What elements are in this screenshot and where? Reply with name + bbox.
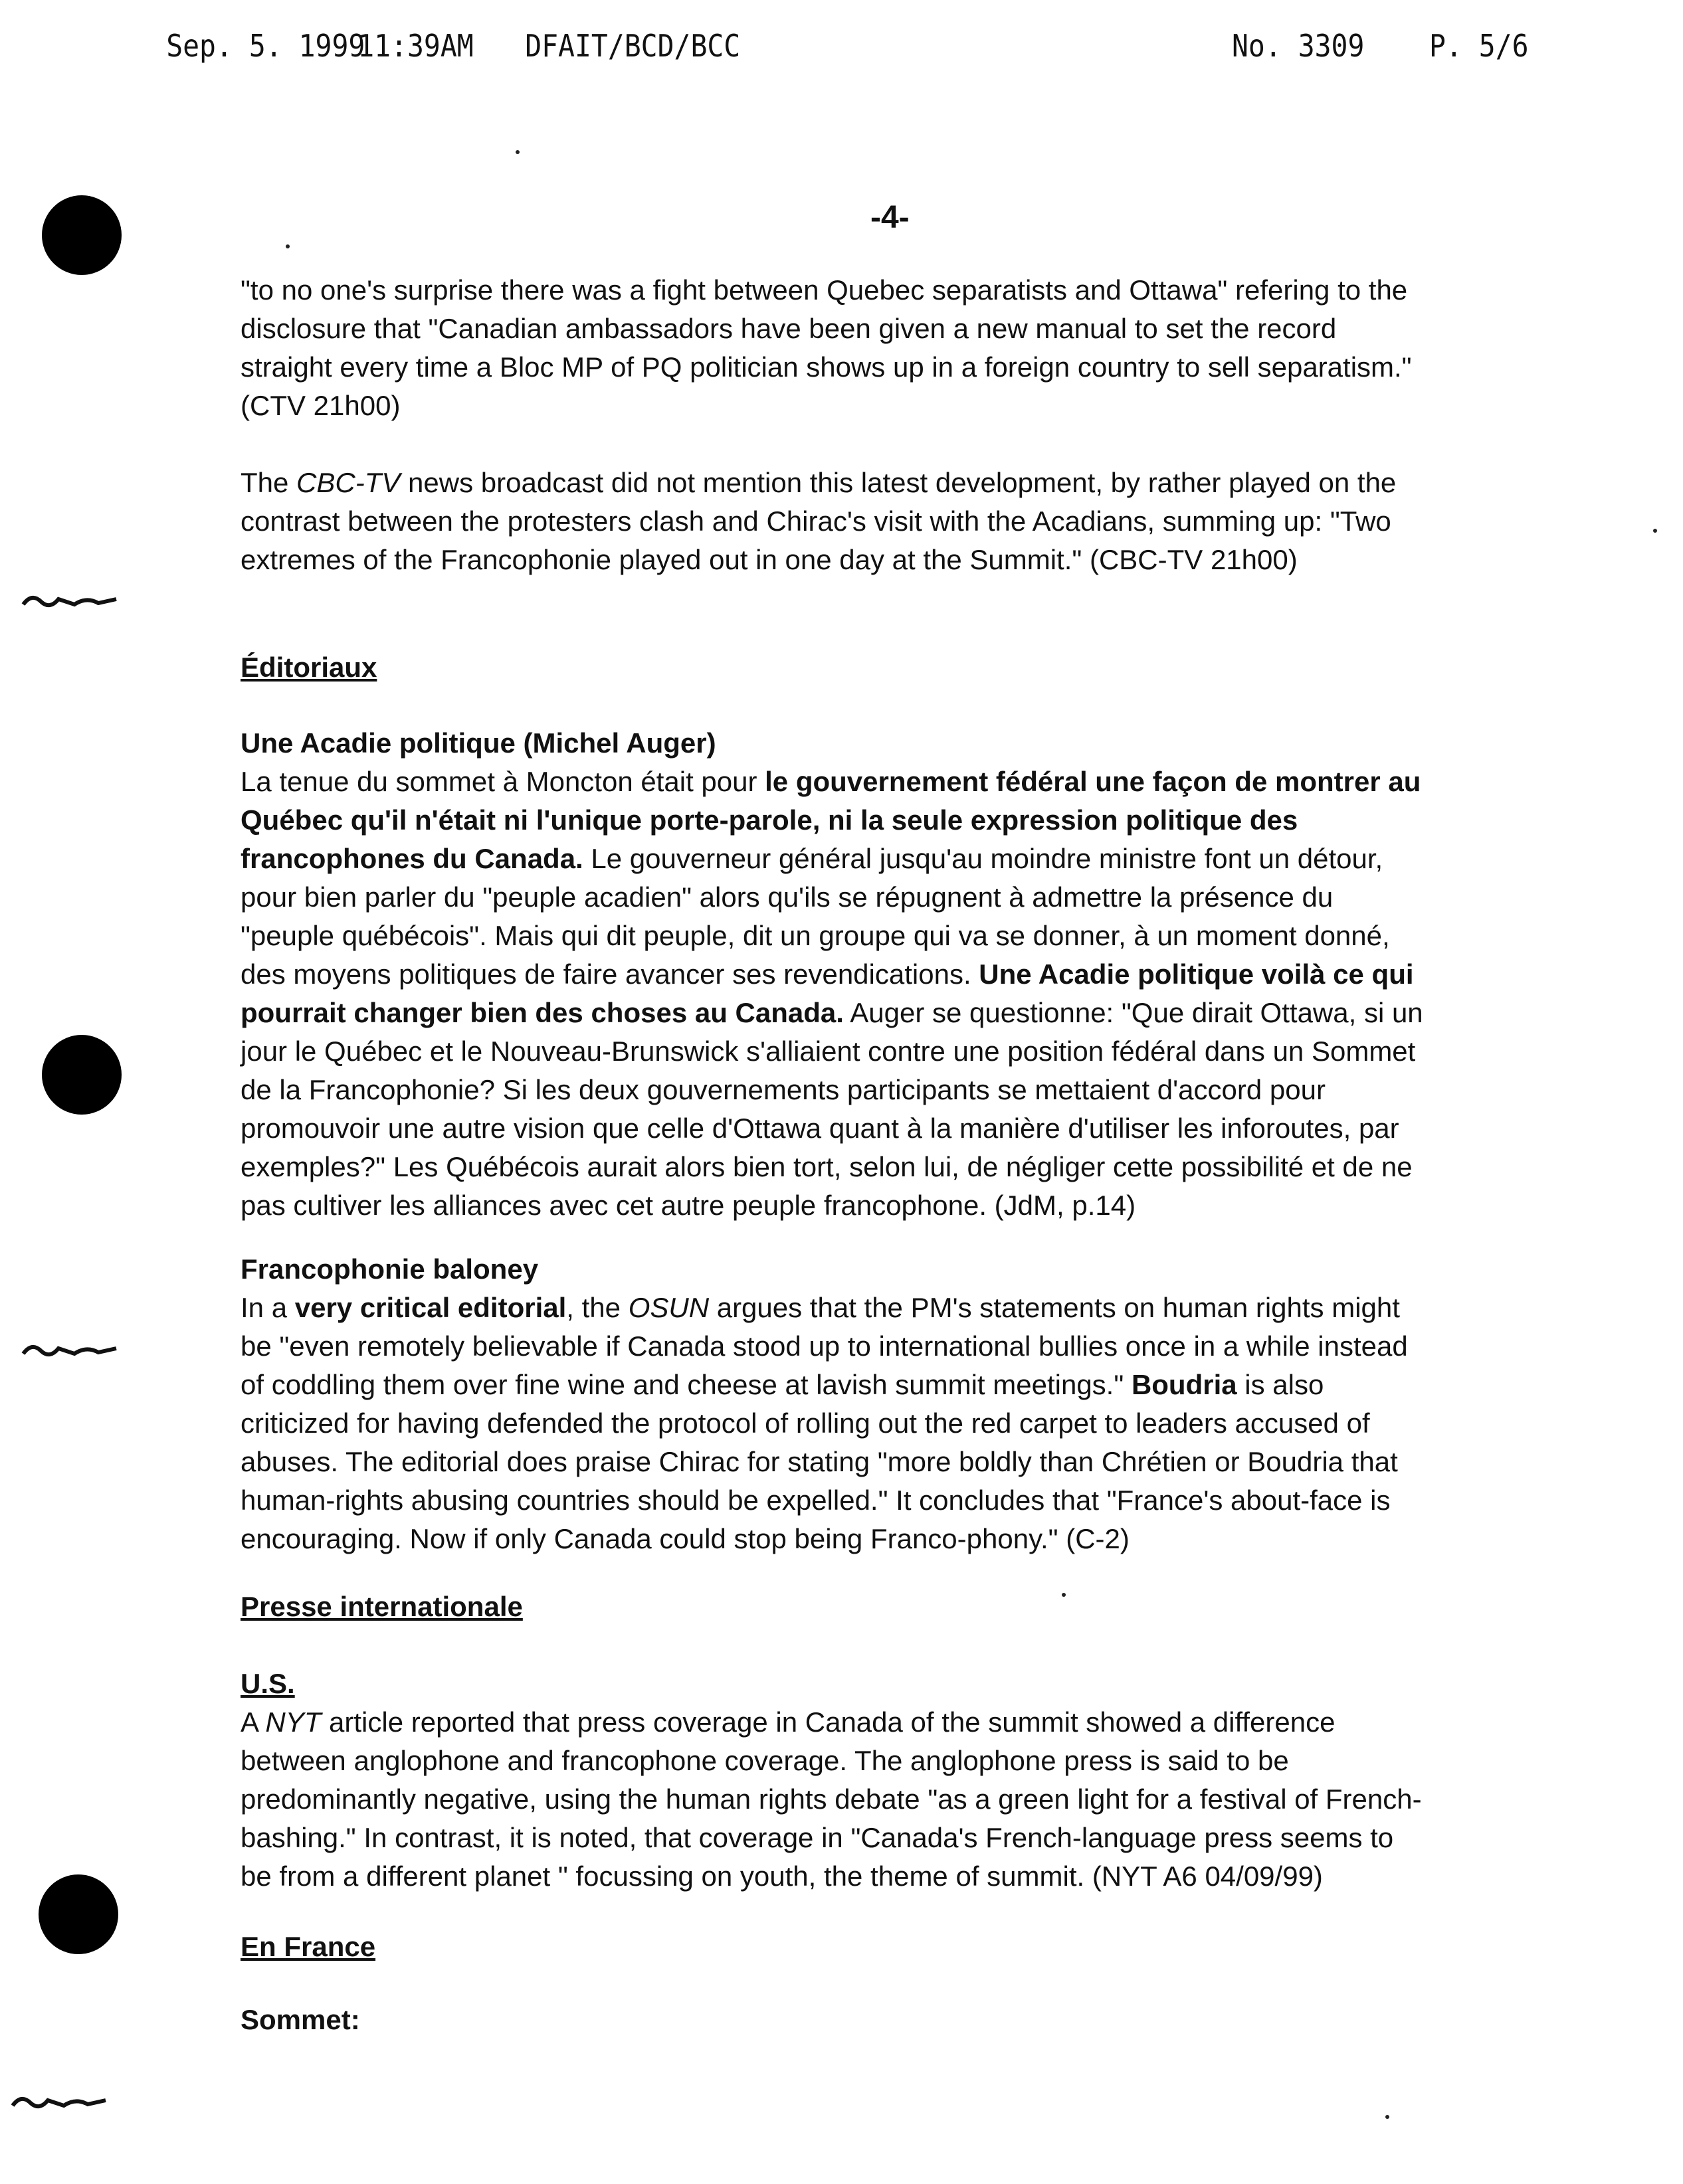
body-line: La tenue du sommet à Moncton était pour le gouvernement fédéral une façon de montrer au [241,766,1421,797]
body-line: bashing." In contrast, it is noted, that coverage in "Canada's French-language press seems to [241,1822,1394,1853]
body-line: (CTV 21h00) [241,390,401,421]
scan-speck [1385,2115,1389,2119]
body-line: extremes of the Francophonie played out in one day at the Summit." (CBC-TV 21h00) [241,544,1298,575]
editorial-acadie [241,724,1543,1225]
body-line: contrast between the protesters clash and Chirac's visit with the Acadians, summing up: "Two [241,505,1391,537]
body-line: criticized for having defended the protocol of rolling out the red carpet to leaders accused of [241,1408,1370,1439]
body-line: predominantly negative, using the human rights debate "as a green light for a festival of French- [241,1783,1422,1815]
body-line: of coddling them over fine wine and cheese at lavish summit meetings." Boudria is also [241,1369,1324,1400]
body-line: exemples?" Les Québécois aurait alors bien tort, selon lui, de négliger cette possibilité et de ne [241,1151,1413,1182]
section-heading [241,1588,1543,1626]
body-line: jour le Québec et le Nouveau-Brunswick s'alliaient contre une position fédéral dans un Sommet [241,1036,1416,1067]
editorial-baloney [241,1250,1543,1558]
fax-time: 11:39AM [357,28,474,64]
editorial-title: Une Acadie politique (Michel Auger) [241,727,716,759]
hole-punch-middle [42,1035,122,1115]
body-line: pas cultiver les alliances avec cet autre peuple francophone. (JdM, p.14) [241,1190,1136,1221]
us-section [241,1665,1543,1896]
presse-internationale-heading: Presse internationale [241,1591,523,1622]
body-line: de la Francophonie? Si les deux gouvernements participants se mettaient d'accord pour [241,1074,1326,1105]
body-line: promouvoir une autre vision que celle d'Ottawa quant à la manière d'utiliser les inforoutes, par [241,1113,1399,1144]
sommet-section [241,2001,1543,2039]
body-line: encouraging. Now if only Canada could stop being Franco-phony." (C-2) [241,1523,1130,1554]
body-line: be from a different planet " focussing on youth, the theme of summit. (NYT A6 04/09/99) [241,1861,1323,1892]
body-line: abuses. The editorial does praise Chirac for stating "more boldly than Chrétien or Boudria that [241,1446,1398,1477]
section-heading [241,1928,1543,1966]
binding-mark-icon [20,1339,120,1363]
page-number: -4- [870,200,910,235]
binding-mark-icon [20,590,120,614]
body-line: pourrait changer bien des choses au Canada. Auger se questionne: "Que dirait Ottawa, si un [241,997,1423,1028]
body-line: A NYT article reported that press coverage in Canada of the summit showed a difference [241,1706,1336,1738]
body-line: disclosure that "Canadian ambassadors have been given a new manual to set the record [241,313,1337,344]
body-line: In a very critical editorial, the OSUN argues that the PM's statements on human rights might [241,1292,1400,1323]
scan-speck [516,150,520,154]
section-heading [241,648,1543,687]
body-line: Québec qu'il n'était ni l'unique porte-parole, ni la seule expression politique des [241,804,1298,836]
en-france-heading: En France [241,1931,376,1962]
document-body [241,271,1543,579]
editorial-title: Francophonie baloney [241,1253,539,1285]
fax-page: P. 5/6 [1429,28,1529,64]
body-line: human-rights abusing countries should be expelled." It concludes that "France's about-face is [241,1485,1391,1516]
hole-punch-top [42,195,122,275]
scan-speck [1653,529,1657,533]
binding-mark-icon [9,2091,109,2115]
us-heading: U.S. [241,1668,295,1699]
editoriaux-heading: Éditoriaux [241,652,377,683]
hole-punch-bottom [39,1874,118,1954]
body-line: des moyens politiques de faire avancer ses revendications. Une Acadie politique voilà ce qui [241,958,1414,990]
fax-date: Sep. 5. 1999 [166,28,365,64]
fax-sender: DFAIT/BCD/BCC [525,28,741,64]
body-line: francophones du Canada. Le gouverneur général jusqu'au moindre ministre font un détour, [241,843,1383,874]
body-line: The CBC-TV news broadcast did not mention this latest development, by rather played on the [241,467,1397,498]
body-line: "peuple québécois". Mais qui dit peuple, dit un groupe qui va se donner, à un moment donné, [241,920,1390,951]
fax-header [0,28,1529,74]
body-line: straight every time a Bloc MP of PQ politician shows up in a foreign country to sell separatism." [241,351,1412,383]
outlet-name: CBC-TV [296,467,401,498]
body-line: "to no one's surprise there was a fight between Quebec separatists and Ottawa" refering to the [241,274,1408,306]
scan-speck [286,244,290,248]
fax-number: No. 3309 [1232,28,1365,64]
body-line: between anglophone and francophone coverage. The anglophone press is said to be [241,1745,1289,1776]
body-line: be "even remotely believable if Canada stood up to international bullies once in a while instead [241,1330,1408,1362]
body-line: pour bien parler du "peuple acadien" alors qu'ils se répugnent à admettre la présence du [241,881,1334,913]
sommet-label: Sommet: [241,2004,360,2035]
